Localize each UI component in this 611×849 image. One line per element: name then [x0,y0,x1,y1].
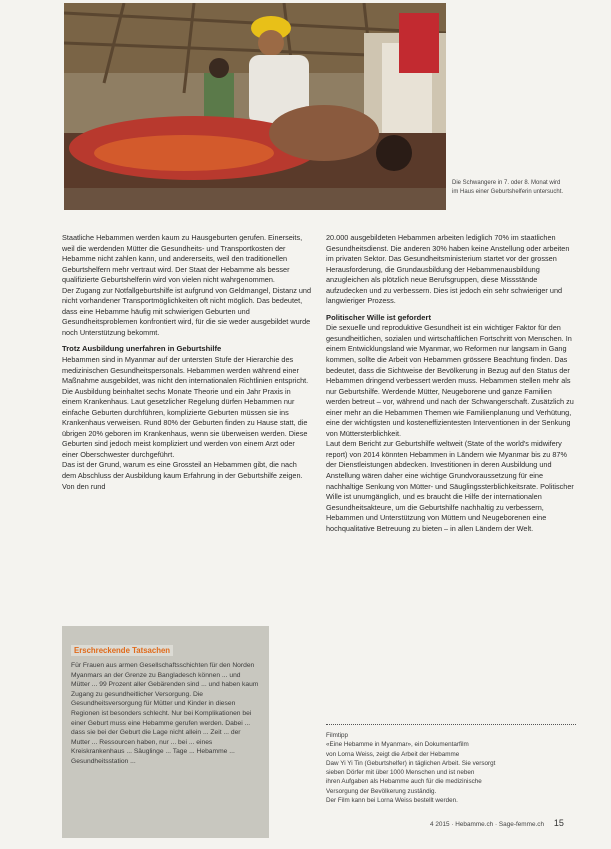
section-heading: Trotz Ausbildung unerfahren in Geburtshilfe [62,344,222,354]
film-tip-line: von Lorna Weiss, zeigt die Arbeit der Hebamme [326,750,460,758]
paragraph: Hebammen sind in Myanmar auf der untersten Stufe der Hierarchie des medizinischen Gesundheitspersonals. Hebammen werden während einer Maßnahme ausgebildet, was nicht den internationalen Richtlinien entspricht. Die Ausbildung beinhaltet sechs Monate Theorie und ein Jahr Praxis in einem Krankenhaus. Laut gesetzlicher Regelung dürfen Hebammen nur einfache Geburten durchführen, komplizierte Geburten müssen sie ins Krankenhaus verweisen. Rund 80% der Geburten finden zu Hause statt, die übrigen 20% geboren im Krankenhaus, wenn sie überweisen werden. Diese Geburten sind jedoch meist kompliziert und werden von einem Arzt oder einer Oberschwester durchgeführt. [62,354,309,459]
film-tip-line: Versorgung der Bevölkerung zuständig. [326,787,437,795]
film-tip-line: Daw Yi Yi Tin (Geburtshelfer) in täglichen Arbeit. Sie versorgt [326,759,496,767]
film-tip-line: sieben Dörfer mit über 1000 Menschen und ist neben [326,769,475,777]
facts-sidebar-box [62,626,269,838]
caption-line: Die Schwangere in 7. oder 8. Monat wird [452,180,561,186]
page-footer [430,818,590,828]
film-tip-line: ihren Aufgaben als Hebamme auch für die medizinische [326,778,482,786]
facts-box-text: Für Frauen aus armen Gesellschaftsschichten für den Norden Myanmars an der Grenze zu Bangladesch können ... und Mütter ... 99 Prozent aller Gebärenden sind ... und haben kaum Zugang zu gesundheitlicher Versorgung. Die Gesundheitsversorgung für Mütter und Kinder in diesen Regionen ist besonders schlecht. Nur bei Komplikationen bei einer Geburt muss eine Hebamme gerufen werden. Dabei ... dass sie bei der Geburt die Lage nicht allein ... Zeit ... der Mutter ... Ressourcen haben, nur ... bei ... eines Kreiskrankenhaus ... Säuglinge ... Tage ... Hebamme ... Gesundheitsstation ... [71,662,259,765]
left-column [62,233,312,492]
footer-publication: 4 2015 · Hebamme.ch · Sage-femme.ch [430,821,545,828]
paragraph: Staatliche Hebammen werden kaum zu Hausgeburten gerufen. Einerseits, weil die werdenden Mütter die Gesundheits- und Transportkosten der Hebamme nicht zahlen kann, und andererseits, weil den traditionellen Geburtshelfern mehr vertraut wird. Der Staat der Hebamme als besser qualifizierte Geburtshelferin wird von vielen nicht wahrgenommen. [62,233,303,285]
paragraph: Die sexuelle und reproduktive Gesundheit ist ein wichtiger Faktor für den gesundheitlichen, sozialen und wirtschaftlichen Fortschritt von Menschen. In einem Entwicklungsland wie Myanmar, wo Reformen nur langsam in Gang kommen, sollte die Arbeit von Hebammen grössere Beachtung finden. Das bedeutet, dass die Sichtweise der Bevölkerung in Bezug auf den Status der Hebammen dringend verbessert werden muss. Hebammen stellen mehr als nur Geburtshilfe. Werdende Mütter, Neugeborene und ganze Familien werden betreut – vor, während und nach der Schwangerschaft. Zusätzlich zu einer mehr an die Hebammen Themen wie Familienplanung und Verhütung, eine der wichtigsten und kosteneffizientesten Interventionen in der Senkung von Müttersterblichkeit. [326,323,574,438]
facts-box-title: Erschreckende Tatsachen [71,645,173,656]
film-tip-box [326,731,576,805]
film-tip-line: Filmtipp [326,732,349,739]
film-tip-line: «Eine Hebamme in Myanmar», ein Dokumentarfilm [326,741,469,749]
page-number: 15 [553,818,564,828]
paragraph: 20.000 ausgebildeten Hebammen arbeiten lediglich 70% im staatlichen Gesundheitsdienst. Die anderen 30% haben keine Anstellung oder arbeiten im privaten Sektor. Das Gesundheitsministerium startet vor der grossen Herausforderung, die Grundausbildung der Hebammenausbildung anzugleichen als plötzlich neue Berufsgruppen, diese Missstände aufzudecken und zu verbessern. Dies ist jedoch ein sehr schwieriger und langwieriger Prozess. [326,233,570,306]
right-column [326,233,576,534]
section-heading: Politischer Wille ist gefordert [326,312,431,322]
photo-caption [452,179,582,197]
paragraph: Das ist der Grund, warum es eine Grossteil an Hebammen gibt, die nach dem Abschluss der Ausbildung kaum Erfahrung in der Geburtshilfe zeigen. Von den rund [62,460,303,491]
film-tip-line: Der Film kann bei Lorna Weiss bestellt werden. [326,797,458,805]
photo-midwife-examination-image [64,3,446,210]
paragraph: Laut dem Bericht zur Geburtshilfe weltweit (State of the world's midwifery report) von 2014 könnten Hebammen in Ländern wie Myanmar bis zu 87% der Dienstleistungen abdecken. Investitionen in deren Ausbildung und Anstellung wären daher eine wichtige Grundvoraussetzung für eine nachhaltige Senkung von Mütter- und Säuglingssterblichkeitsrate. Politischer Wille ist unumgänglich, und es braucht die Hilfe der internationalen Gesundheitsakteure, um die Geburtshilfe nachhaltig zu verbessern, Hebammen und Unterstützung von Müttern und Neugeborenen eine hochqualitative Betreuung zu bieten – in allen Ländern der Welt. [326,439,574,533]
dotted-divider [326,724,576,725]
caption-line: im Haus einer Geburtshelferin untersucht. [452,189,564,195]
article-photo [64,3,446,210]
paragraph: Der Zugang zur Notfallgeburtshilfe ist aufgrund von Geldmangel, Distanz und nicht vorhandener Transportmöglichkeiten oft nicht möglich. Das bedeutet, dass eine Hebamme häufig mit schwierigen Geburten und Gesundheitsproblemen konfrontiert wird, für die sie weder ausgebildet wurde noch Unterstützung bekommt. [62,285,312,337]
